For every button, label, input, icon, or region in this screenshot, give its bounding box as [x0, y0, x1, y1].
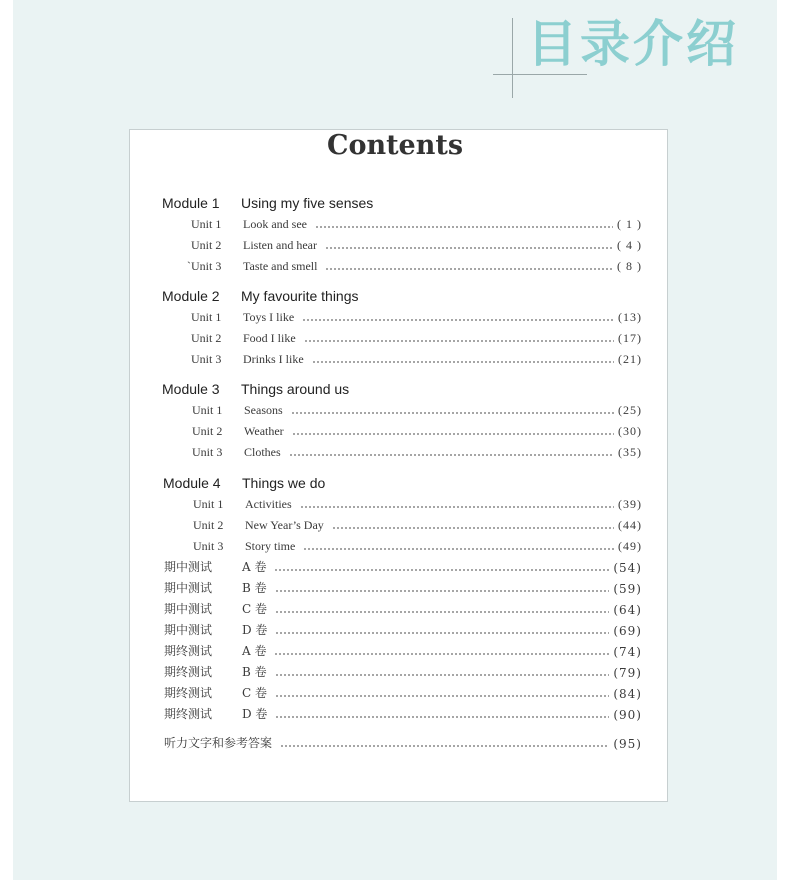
module-label: Module 1 — [162, 195, 220, 211]
toc-entry[interactable] — [193, 494, 642, 512]
leader-dots — [275, 611, 609, 613]
page-number: (17) — [618, 331, 642, 345]
unit-title: Drinks I like — [243, 352, 304, 366]
module-title: Things we do — [242, 475, 326, 491]
unit-title: Clothes — [244, 445, 281, 459]
unit-label: Unit 2 — [193, 518, 224, 532]
unit-label: Unit 3 — [192, 445, 223, 459]
decorative-horizontal-line — [493, 74, 587, 75]
leader-dots — [300, 506, 614, 508]
leader-dots — [275, 695, 609, 697]
page-number: ( 8 ) — [617, 259, 642, 273]
toc-entry-test[interactable] — [164, 557, 642, 575]
module-title: Using my five senses — [241, 195, 374, 211]
module-heading[interactable] — [162, 195, 642, 215]
leader-dots — [303, 548, 614, 550]
toc-entry-test[interactable] — [164, 704, 642, 722]
test-paper: B 卷 — [242, 581, 267, 595]
page-number: (84) — [613, 687, 642, 701]
page-number: ( 1 ) — [617, 217, 642, 231]
page-number: ( 4 ) — [617, 238, 642, 252]
page-number: (49) — [618, 539, 642, 553]
module-heading[interactable] — [163, 475, 643, 495]
toc-entry[interactable] — [191, 307, 642, 325]
page-number: (59) — [613, 582, 642, 596]
toc-entry-test[interactable] — [164, 599, 642, 617]
test-paper: C 卷 — [242, 602, 267, 616]
unit-label: Unit 3 — [193, 539, 224, 553]
test-label: 期终测试 — [164, 707, 213, 721]
leader-dots — [275, 590, 610, 592]
leader-dots — [315, 226, 613, 228]
module-heading[interactable] — [162, 381, 642, 401]
decorative-vertical-line — [512, 18, 513, 98]
toc-entry[interactable] — [192, 421, 642, 439]
leader-dots — [274, 653, 609, 655]
toc-entry[interactable] — [191, 235, 642, 253]
leader-dots — [280, 745, 609, 747]
module-title: Things around us — [241, 381, 350, 397]
toc-entry[interactable] — [191, 328, 642, 346]
leader-dots — [274, 569, 609, 571]
page-number: (35) — [618, 445, 642, 459]
page-number: (30) — [618, 424, 642, 438]
test-label: 期中测试 — [164, 560, 213, 574]
toc-entry-appendix[interactable] — [164, 733, 642, 751]
test-paper: D 卷 — [242, 623, 268, 637]
test-label: 期中测试 — [164, 602, 213, 616]
page-number: (39) — [618, 497, 642, 511]
test-paper: D 卷 — [242, 707, 268, 721]
unit-label: `Unit 3 — [187, 259, 222, 273]
page-number: (13) — [618, 310, 642, 324]
leader-dots — [292, 433, 614, 435]
unit-label: Unit 1 — [191, 217, 222, 231]
test-paper: B 卷 — [242, 665, 267, 679]
page-number: (95) — [613, 737, 642, 751]
unit-title: Look and see — [243, 217, 307, 231]
page-number: (25) — [618, 403, 642, 417]
module-heading[interactable] — [162, 288, 642, 308]
unit-title: Weather — [244, 424, 284, 438]
unit-label: Unit 2 — [192, 424, 223, 438]
toc-entry[interactable] — [192, 400, 642, 418]
header-title: 目录介绍 — [527, 15, 739, 73]
unit-label: Unit 1 — [191, 310, 222, 324]
unit-label: Unit 1 — [192, 403, 223, 417]
test-label: 期终测试 — [164, 686, 213, 700]
test-paper: A 卷 — [242, 644, 267, 658]
test-label: 期终测试 — [164, 665, 213, 679]
unit-title: Story time — [245, 539, 296, 553]
unit-title: Food I like — [243, 331, 296, 345]
test-paper: A 卷 — [242, 560, 267, 574]
unit-title: Seasons — [244, 403, 283, 417]
leader-dots — [325, 268, 613, 270]
unit-title: Activities — [245, 497, 292, 511]
unit-label: Unit 1 — [193, 497, 224, 511]
toc-entry[interactable] — [191, 214, 642, 232]
leader-dots — [275, 716, 609, 718]
unit-title: Toys I like — [243, 310, 295, 324]
leader-dots — [291, 412, 614, 414]
toc-entry[interactable] — [193, 536, 642, 554]
test-label: 期中测试 — [164, 581, 213, 595]
contents-title: Contents — [326, 130, 464, 161]
leader-dots — [332, 527, 614, 529]
toc-entry[interactable] — [192, 442, 642, 460]
module-label: Module 2 — [162, 288, 220, 304]
unit-title: Listen and hear — [243, 238, 317, 252]
page-number: (74) — [613, 645, 642, 659]
leader-dots — [325, 247, 613, 249]
leader-dots — [289, 454, 614, 456]
unit-label: Unit 2 — [191, 238, 222, 252]
toc-entry-test[interactable] — [164, 662, 642, 680]
page-number: (64) — [613, 603, 642, 617]
leader-dots — [275, 674, 610, 676]
toc-entry-test[interactable] — [164, 683, 642, 701]
test-paper: C 卷 — [242, 686, 267, 700]
toc-entry-test[interactable] — [164, 641, 642, 659]
unit-label: Unit 3 — [191, 352, 222, 366]
page-number: (44) — [618, 518, 642, 532]
test-label: 期中测试 — [164, 623, 213, 637]
page-number: (79) — [613, 666, 642, 680]
page-number: (69) — [613, 624, 642, 638]
module-label: Module 4 — [163, 475, 221, 491]
unit-title: New Year’s Day — [245, 518, 324, 532]
leader-dots — [275, 632, 609, 634]
toc-entry[interactable] — [191, 349, 642, 367]
appendix-title: 听力文字和参考答案 — [164, 736, 273, 750]
module-label: Module 3 — [162, 381, 220, 397]
leader-dots — [312, 361, 614, 363]
page-number: (90) — [613, 708, 642, 722]
toc-entry[interactable] — [193, 515, 642, 533]
test-label: 期终测试 — [164, 644, 213, 658]
page-number: (21) — [618, 352, 642, 366]
toc-entry[interactable] — [187, 256, 642, 274]
unit-label: Unit 2 — [191, 331, 222, 345]
toc-entry-test[interactable] — [164, 578, 642, 596]
unit-title: Taste and smell — [243, 259, 318, 273]
page-number: (54) — [613, 561, 642, 575]
leader-dots — [304, 340, 614, 342]
toc-entry-test[interactable] — [164, 620, 642, 638]
module-title: My favourite things — [241, 288, 359, 304]
leader-dots — [302, 319, 614, 321]
